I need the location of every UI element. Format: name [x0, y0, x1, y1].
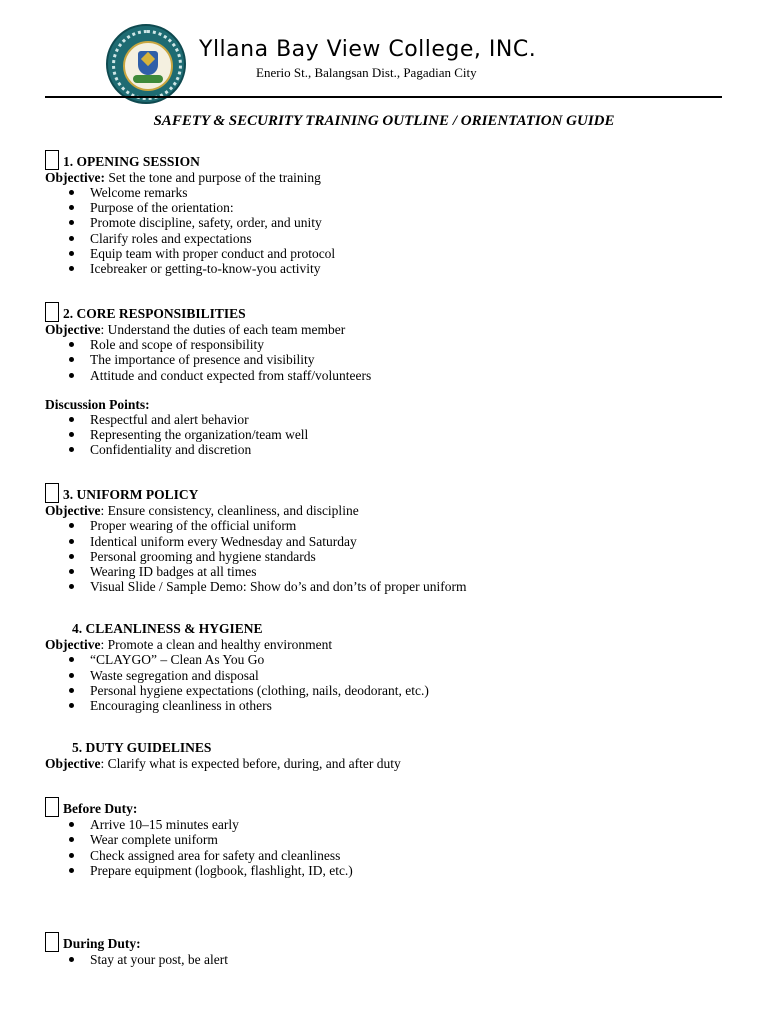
- checkbox-icon: [45, 932, 59, 952]
- header-divider: [45, 96, 722, 98]
- objective-colon: :: [100, 756, 105, 772]
- objective-text: Understand the duties of each team member: [104, 322, 346, 338]
- discussion-points-label: Discussion Points:: [45, 396, 150, 412]
- objective-colon: :: [100, 503, 105, 519]
- list-item: Waste segregation and disposal: [45, 668, 725, 683]
- section-objective: [45, 503, 725, 518]
- college-name: Yllana Bay View College, INC.: [199, 37, 537, 62]
- list-item: Representing the organization/team well: [45, 427, 725, 442]
- section-objective: [45, 322, 725, 337]
- objective-text: Promote a clean and healthy environment: [104, 637, 333, 653]
- list-item: Prepare equipment (logbook, flashlight, ID, etc.): [45, 863, 725, 878]
- section-objective: [45, 637, 725, 652]
- list-item: Role and scope of responsibility: [45, 337, 725, 352]
- list-item: Wearing ID badges at all times: [45, 564, 725, 579]
- bullet-list: [45, 952, 725, 967]
- list-item: Personal grooming and hygiene standards: [45, 549, 725, 564]
- laurel-icon: [133, 75, 163, 83]
- logo-emblem: [123, 41, 173, 91]
- list-item: Icebreaker or getting-to-know-you activity: [45, 261, 725, 276]
- section-heading-text: 1. OPENING SESSION: [63, 154, 200, 169]
- list-item: The importance of presence and visibility: [45, 352, 725, 367]
- section-heading-text: 2. CORE RESPONSIBILITIES: [63, 306, 246, 322]
- section-heading-duty: 5. DUTY GUIDELINES: [72, 740, 212, 756]
- list-item: Personal hygiene expectations (clothing, nails, deodorant, etc.): [45, 683, 725, 698]
- bullet-list: [45, 518, 725, 594]
- bullet-list: [45, 817, 725, 878]
- checkbox-icon: [45, 302, 59, 322]
- list-item: Promote discipline, safety, order, and unity: [45, 215, 725, 230]
- objective-text: Set the tone and purpose of the training: [104, 170, 321, 185]
- objective-text: Clarify what is expected before, during, and after duty: [104, 756, 401, 772]
- objective-text: Ensure consistency, cleanliness, and discipline: [104, 503, 359, 519]
- document-body: [45, 150, 725, 967]
- list-item: Clarify roles and expectations: [45, 231, 725, 246]
- checkbox-icon: [45, 483, 59, 503]
- section-objective: [45, 170, 725, 185]
- college-logo: [106, 24, 186, 104]
- list-item: Attitude and conduct expected from staff/volunteers: [45, 368, 725, 383]
- objective-label: Objective: [45, 322, 101, 338]
- bullet-list: [45, 412, 725, 458]
- list-item: Confidentiality and discretion: [45, 442, 725, 457]
- list-item: Visual Slide / Sample Demo: Show do’s and don’ts of proper uniform: [45, 579, 725, 594]
- objective-label: Objective: [45, 503, 101, 519]
- list-item: Welcome remarks: [45, 185, 725, 200]
- list-item: Stay at your post, be alert: [45, 952, 725, 967]
- before-duty-text: Before Duty:: [63, 801, 138, 817]
- checkbox-icon: [45, 150, 59, 170]
- objective-colon: :: [100, 322, 105, 338]
- list-item: Wear complete uniform: [45, 832, 725, 847]
- bullet-list: [45, 652, 725, 713]
- bullet-list: [45, 337, 725, 383]
- during-duty-text: During Duty:: [63, 936, 141, 952]
- during-duty-label: [45, 932, 725, 952]
- objective-label: Objective: [45, 756, 101, 772]
- college-address: Enerio St., Balangsan Dist., Pagadian City: [256, 65, 477, 80]
- section-objective: [45, 756, 725, 771]
- objective-colon: :: [100, 637, 105, 653]
- list-item: Respectful and alert behavior: [45, 412, 725, 427]
- section-heading-text: 3. UNIFORM POLICY: [63, 487, 199, 503]
- list-item: Check assigned area for safety and cleanliness: [45, 848, 725, 863]
- document-header: [0, 0, 768, 100]
- list-item: Identical uniform every Wednesday and Saturday: [45, 534, 725, 549]
- objective-label: Objective: [45, 637, 101, 653]
- objective-label: Objective:: [45, 170, 105, 185]
- list-item: Equip team with proper conduct and protocol: [45, 246, 725, 261]
- section-heading-core: [45, 302, 725, 322]
- before-duty-label: [45, 797, 725, 817]
- checkbox-icon: [45, 797, 59, 817]
- list-item: Encouraging cleanliness in others: [45, 698, 725, 713]
- list-item: Arrive 10–15 minutes early: [45, 817, 725, 832]
- document-title: SAFETY & SECURITY TRAINING OUTLINE / ORIENTATION GUIDE: [153, 113, 615, 129]
- list-item: Proper wearing of the official uniform: [45, 518, 725, 533]
- section-heading-cleanliness: 4. CLEANLINESS & HYGIENE: [72, 621, 263, 637]
- list-item: “CLAYGO” – Clean As You Go: [45, 652, 725, 667]
- bullet-list: [45, 185, 725, 276]
- section-heading-uniform: [45, 483, 725, 503]
- section-heading-opening: [45, 150, 725, 170]
- list-item: Purpose of the orientation:: [45, 200, 725, 215]
